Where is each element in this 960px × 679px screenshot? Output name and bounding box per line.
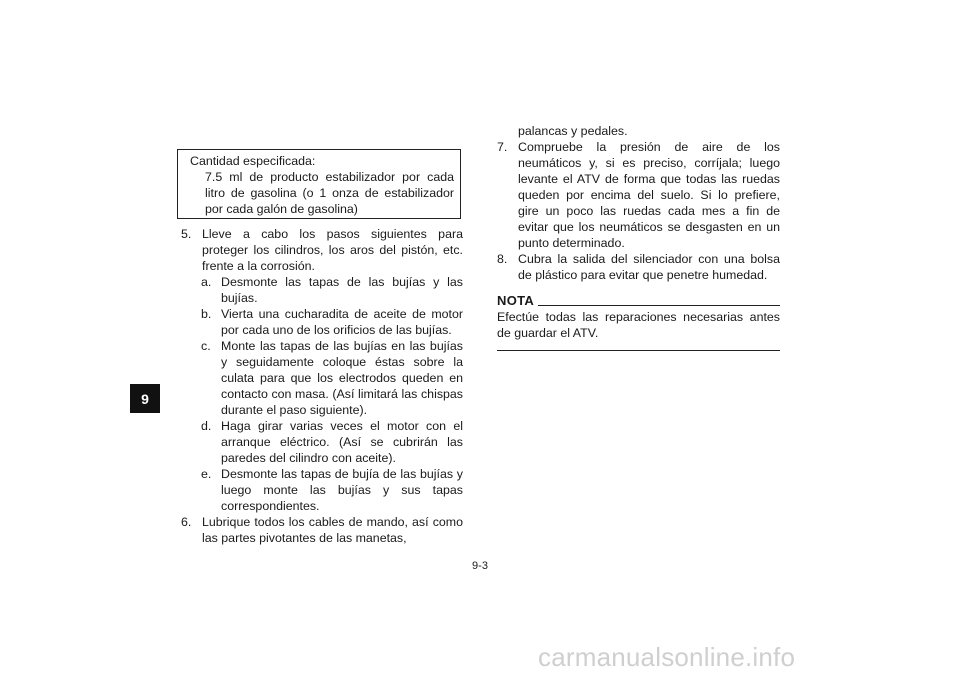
spec-title: Cantidad especificada: bbox=[190, 154, 316, 168]
substep-a bbox=[181, 274, 463, 306]
step-6-continuation: palancas y pedales. bbox=[518, 124, 628, 138]
substep-text: Haga girar varias veces el motor con el arranque eléctrico. (Así se cubrirán las paredes del cilindro con aceite). bbox=[221, 419, 463, 465]
note-text: Efectúe todas las reparaciones necesarias antes de guardar el ATV. bbox=[497, 310, 780, 340]
substep-letter: d. bbox=[201, 419, 212, 433]
substep-e bbox=[181, 466, 463, 514]
substep-letter: e. bbox=[201, 467, 212, 481]
spec-body: 7.5 ml de producto estabilizador por cada litro de gasolina (o 1 onza de estabilizador por cada galón de gasolina) bbox=[205, 170, 454, 216]
specification-box bbox=[177, 149, 461, 219]
step-text: Compruebe la presión de aire de los neumáticos y, si es preciso, corríjala; luego levante el ATV de forma que todas las ruedas queden por encima del suelo. Si lo prefiere, gire un poco las ruedas cada mes a fin de evitar que los neumáticos se desgasten en un punto determinado. bbox=[518, 140, 780, 250]
watermark: carmanualsonline.info bbox=[538, 642, 796, 672]
step-6 bbox=[181, 514, 463, 546]
step-text: Lleve a cabo los pasos siguientes para proteger los cilindros, los aros del pistón, etc. frente a la corrosión. bbox=[202, 227, 463, 273]
page-number: 9-3 bbox=[472, 560, 488, 572]
substep-letter: a. bbox=[201, 275, 212, 289]
chapter-tab: 9 bbox=[130, 384, 160, 413]
step-number: 5. bbox=[181, 227, 192, 241]
step-number: 7. bbox=[497, 140, 508, 154]
step-8 bbox=[497, 251, 780, 283]
right-column bbox=[497, 123, 780, 351]
step-text: Cubra la salida del silenciador con una bolsa de plástico para evitar que penetre humedad. bbox=[518, 252, 780, 282]
substep-c bbox=[181, 338, 463, 418]
substep-b bbox=[181, 306, 463, 338]
step-number: 6. bbox=[181, 515, 192, 529]
substep-d bbox=[181, 418, 463, 466]
note-label: NOTA bbox=[497, 293, 535, 308]
substep-letter: c. bbox=[201, 339, 211, 353]
note-end-divider bbox=[497, 350, 780, 351]
note-divider bbox=[538, 305, 780, 306]
substep-text: Vierta una cucharadita de aceite de motor por cada uno de los orificios de las bujías. bbox=[221, 307, 463, 337]
substep-letter: b. bbox=[201, 307, 212, 321]
step-number: 8. bbox=[497, 252, 508, 266]
substep-text: Monte las tapas de las bujías en las bujías y seguidamente coloque éstas sobre la culata para que los electrodos queden en contacto con masa. (Así limitará las chispas durante el paso siguiente). bbox=[221, 339, 463, 417]
substep-text: Desmonte las tapas de bujía de las bujías y luego monte las bujías y sus tapas correspondientes. bbox=[221, 467, 463, 513]
left-column bbox=[181, 226, 463, 546]
step-7 bbox=[497, 139, 780, 251]
step-text: Lubrique todos los cables de mando, así como las partes pivotantes de las manetas, bbox=[202, 515, 463, 545]
note-header bbox=[497, 293, 780, 309]
step-5 bbox=[181, 226, 463, 274]
substep-text: Desmonte las tapas de las bujías y las bujías. bbox=[221, 275, 463, 305]
